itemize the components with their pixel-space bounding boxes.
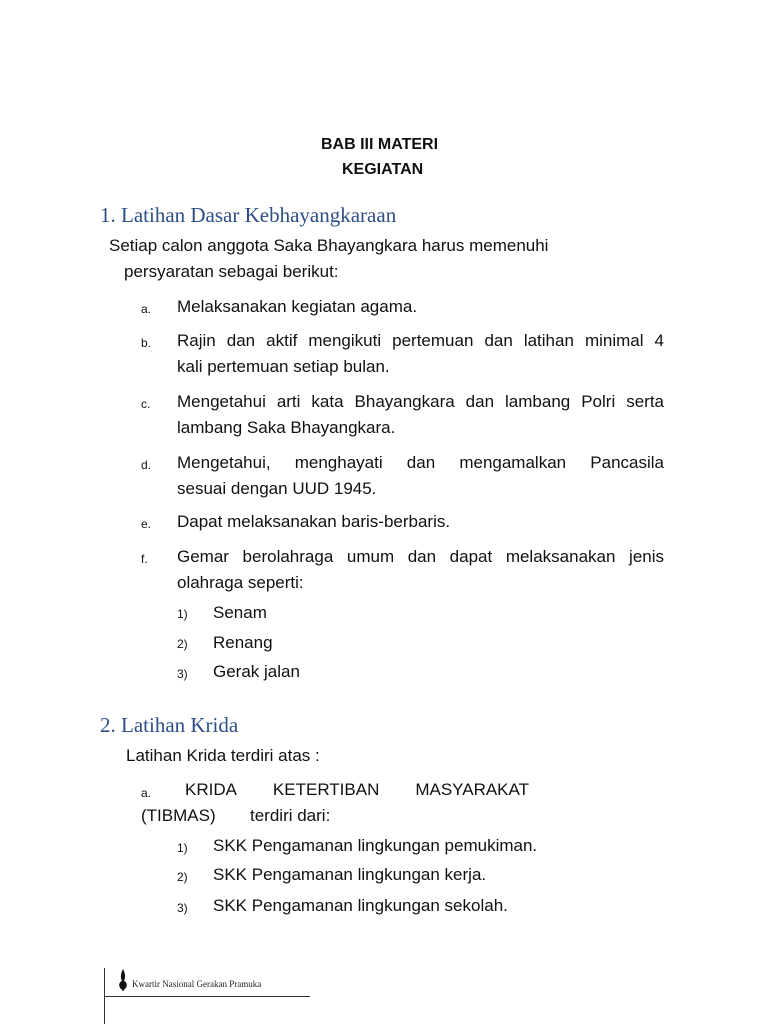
sublist-marker-3: 3)	[177, 667, 188, 681]
list-item-d-line1: Mengetahui, menghayati dan mengamalkan Pancasila	[177, 453, 664, 472]
list-item-f-line1: Gemar berolahraga umum dan dapat melaksanakan jenis	[177, 547, 664, 566]
list-marker-b: b.	[141, 336, 152, 350]
krida-item-a-line2-part2: terdiri dari:	[250, 806, 331, 825]
section1-intro-line2: persyaratan sebagai berikut:	[124, 262, 339, 281]
krida-subitem-1: SKK Pengamanan lingkungan pemukiman.	[213, 836, 538, 855]
sublist-marker-1: 1)	[177, 607, 188, 621]
section-heading-2: 2. Latihan Krida	[100, 713, 239, 737]
section2-intro: Latihan Krida terdiri atas :	[126, 746, 320, 765]
sublist-item-3: Gerak jalan	[213, 662, 300, 681]
list-item-c-line2: lambang Saka Bhayangkara.	[177, 418, 396, 437]
sublist-item-2: Renang	[213, 633, 273, 652]
krida-marker-a: a.	[141, 786, 152, 800]
list-item-a: Melaksanakan kegiatan agama.	[177, 297, 418, 316]
krida-item-a-line2-part1: (TIBMAS)	[141, 806, 216, 825]
list-marker-d: d.	[141, 458, 152, 472]
section-heading-1: 1. Latihan Dasar Kebhayangkaraan	[100, 203, 397, 227]
list-item-e: Dapat melaksanakan baris-berbaris.	[177, 512, 451, 531]
list-item-f-line2: olahraga seperti:	[177, 573, 304, 592]
list-item-b-line2: kali pertemuan setiap bulan.	[177, 357, 390, 376]
krida-subitem-2: SKK Pengamanan lingkungan kerja.	[213, 865, 487, 884]
list-marker-c: c.	[141, 397, 151, 411]
krida-sub-marker-1: 1)	[177, 841, 188, 855]
krida-word-2: KETERTIBAN	[272, 780, 380, 799]
list-marker-f: f.	[141, 552, 148, 566]
krida-word-3: MASYARAKAT	[415, 780, 529, 799]
krida-sub-marker-3: 3)	[177, 901, 188, 915]
footer-org-name: Kwartir Nasional Gerakan Pramuka	[132, 979, 262, 989]
chapter-title: BAB III MATERI	[321, 136, 439, 153]
list-item-b-line1: Rajin dan aktif mengikuti pertemuan dan latihan minimal 4	[177, 331, 664, 350]
section1-intro-line1: Setiap calon anggota Saka Bhayangkara harus memenuhi	[109, 236, 549, 255]
list-item-c-line1: Mengetahui arti kata Bhayangkara dan lambang Polri serta	[177, 392, 664, 411]
footer-horizontal-rule	[104, 996, 310, 997]
krida-subitem-3: SKK Pengamanan lingkungan sekolah.	[213, 896, 508, 915]
krida-item-a-line1	[185, 780, 529, 800]
list-item-d-line2: sesuai dengan UUD 1945.	[177, 479, 377, 498]
list-marker-e: e.	[141, 517, 152, 531]
sublist-item-1: Senam	[213, 603, 267, 622]
list-marker-a: a.	[141, 302, 152, 316]
pramuka-logo-icon	[116, 968, 130, 992]
chapter-subtitle: KEGIATAN	[342, 161, 424, 178]
krida-sub-marker-2: 2)	[177, 870, 188, 884]
sublist-marker-2: 2)	[177, 637, 188, 651]
krida-word-1: KRIDA	[185, 780, 237, 799]
